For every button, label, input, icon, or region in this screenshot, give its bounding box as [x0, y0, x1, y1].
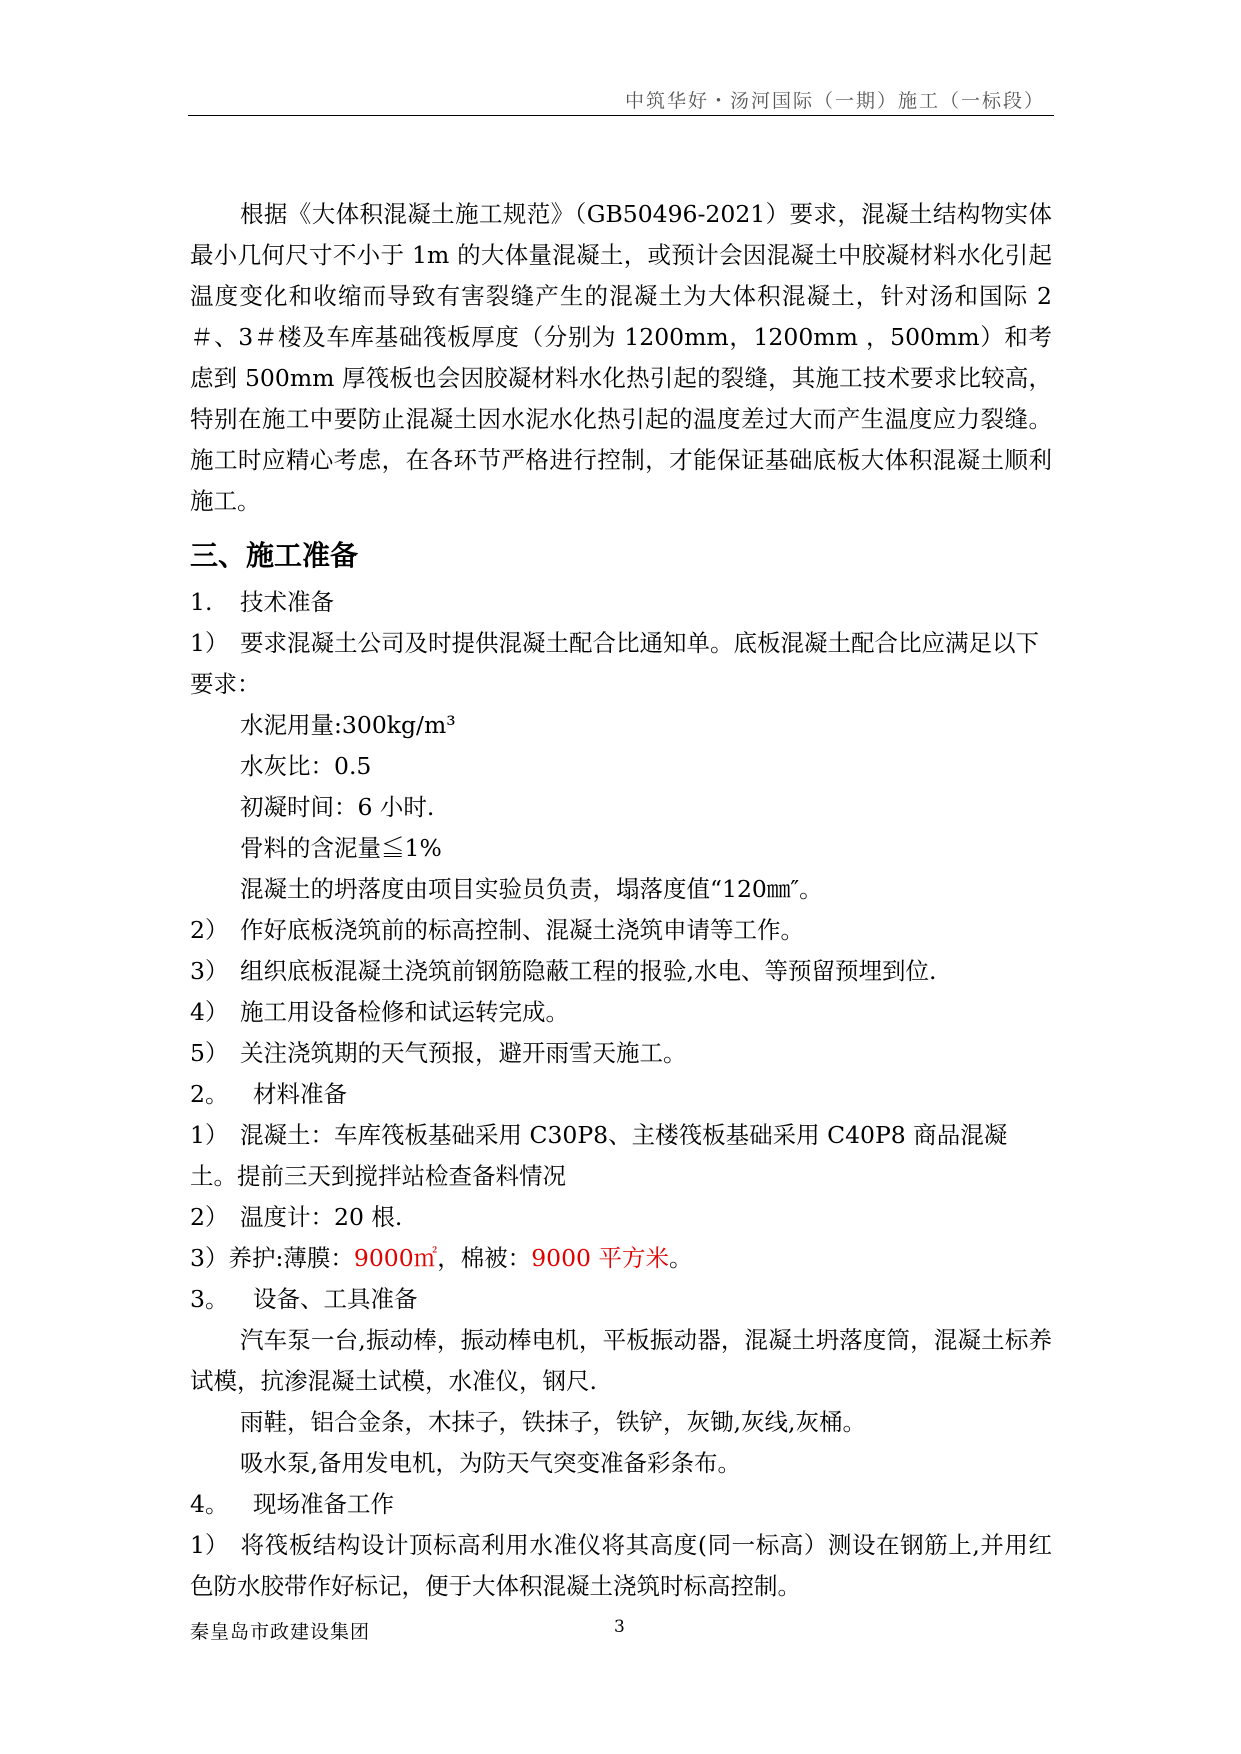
list-item: [190, 1197, 1052, 1238]
subsection-title: 材料准备: [253, 1080, 347, 1108]
item-text: 作好底板浇筑前的标高控制、混凝土浇筑申请等工作。: [240, 916, 804, 944]
requirement-line: 混凝土的坍落度由项目实验员负责，塌落度值“120㎜″。: [240, 875, 823, 903]
equipment-paragraph: 雨鞋，铝合金条，木抹子，铁抹子，铁铲，灰锄,灰线,灰桶。: [240, 1408, 866, 1436]
list-item: [190, 1525, 1052, 1607]
subsection-materials: [190, 1074, 1052, 1115]
page-number: 3: [614, 1617, 625, 1637]
list-item: [190, 1033, 1052, 1074]
item-text: 。: [668, 1244, 693, 1272]
item-text: 将筏板结构设计顶标高利用水准仪将其高度(同一标高）测设在钢筋上,并用红色防水胶带作好标记，便于大体积混凝土浇筑时标高控制。: [190, 1531, 1052, 1600]
item-number: 2）: [190, 916, 229, 944]
equipment-paragraph: 吸水泵,备用发电机，为防天气突变准备彩条布。: [240, 1449, 741, 1477]
subsection-number: 4。: [190, 1490, 229, 1518]
item-text: 组织底板混凝土浇筑前钢筋隐蔽工程的报验,水电、等预留预埋到位.: [240, 957, 937, 985]
item-number: 3）: [190, 957, 229, 985]
requirement-line: 水泥用量:300kg/m³: [240, 711, 456, 739]
list-item: [190, 910, 1052, 951]
list-item-curing: [190, 1238, 1052, 1279]
film-quantity: 9000㎡: [353, 1244, 438, 1272]
section-heading: 三、施工准备: [190, 539, 359, 572]
item-number: 2）: [190, 1203, 229, 1231]
list-item: [190, 1115, 1052, 1197]
item-text: 关注浇筑期的天气预报，避开雨雪天施工。: [240, 1039, 687, 1067]
header-rule: [188, 115, 1054, 116]
subsection-number: 2。: [190, 1080, 229, 1108]
item-number: 4）: [190, 998, 229, 1026]
intro-paragraph: 根据《大体积混凝土施工规范》（GB50496-2021）要求，混凝土结构物实体最小几何尺寸不小于 1m 的大体量混凝土，或预计会因混凝土中胶凝材料水化引起温度变化和收缩而导致有害裂缝产生的混凝土为大体积混凝土，针对汤和国际 2＃、3＃楼及车库基础筏板厚度（分别为 1200mm，1200mm ，500mm）和考虑到 500mm 厚筏板也会因胶凝材料水化热引起的裂缝，其施工技术要求比较高，特别在施工中要防止混凝土因水泥水化热引起的温度差过大而产生温度应力裂缝。施工时应精心考虑，在各环节严格进行控制，才能保证基础底板大体积混凝土顺利施工。: [190, 200, 1052, 515]
subsection-site: [190, 1484, 1052, 1525]
quilt-quantity: 9000 平方米: [531, 1244, 669, 1272]
subsection-number: 1.: [190, 588, 213, 616]
subsection-technical: [190, 582, 1052, 623]
equipment-paragraph: 汽车泵一台,振动棒，振动棒电机，平板振动器，混凝土坍落度筒，混凝土标养试模，抗渗混凝土试模，水准仪，钢尺.: [190, 1326, 1052, 1395]
requirement-line: 骨料的含泥量≦1%: [240, 834, 442, 862]
item-number: 1）: [190, 629, 229, 657]
item-text: 3）养护:薄膜：: [190, 1244, 354, 1272]
item-text: 温度计：20 根.: [240, 1203, 403, 1231]
list-item: [190, 992, 1052, 1033]
requirement-line: 水灰比：0.5: [240, 752, 372, 780]
document-body: [190, 194, 1052, 1607]
subsection-equipment: [190, 1279, 1052, 1320]
item-number: 1）: [190, 1121, 229, 1149]
item-text: 施工用设备检修和试运转完成。: [240, 998, 569, 1026]
item-text: 混凝土：车库筏板基础采用 C30P8、主楼筏板基础采用 C40P8 商品混凝土。提前三天到搅拌站检查备料情况: [190, 1121, 1008, 1190]
subsection-title: 技术准备: [240, 588, 334, 616]
item-text: 要求混凝土公司及时提供混凝土配合比通知单。底板混凝土配合比应满足以下要求：: [190, 629, 1039, 698]
subsection-title: 设备、工具准备: [253, 1285, 418, 1313]
footer-company: 秦皇岛市政建设集团: [190, 1621, 371, 1643]
subsection-title: 现场准备工作: [253, 1490, 394, 1518]
item-text: ，棉被：: [437, 1244, 532, 1272]
page-header: 中筑华好・汤河国际（一期）施工（一标段）: [624, 90, 1045, 112]
list-item: [190, 623, 1052, 705]
subsection-number: 3。: [190, 1285, 229, 1313]
requirement-line: 初凝时间：6 小时.: [240, 793, 435, 821]
item-number: 1）: [190, 1531, 229, 1559]
item-number: 5）: [190, 1039, 229, 1067]
list-item: [190, 951, 1052, 992]
